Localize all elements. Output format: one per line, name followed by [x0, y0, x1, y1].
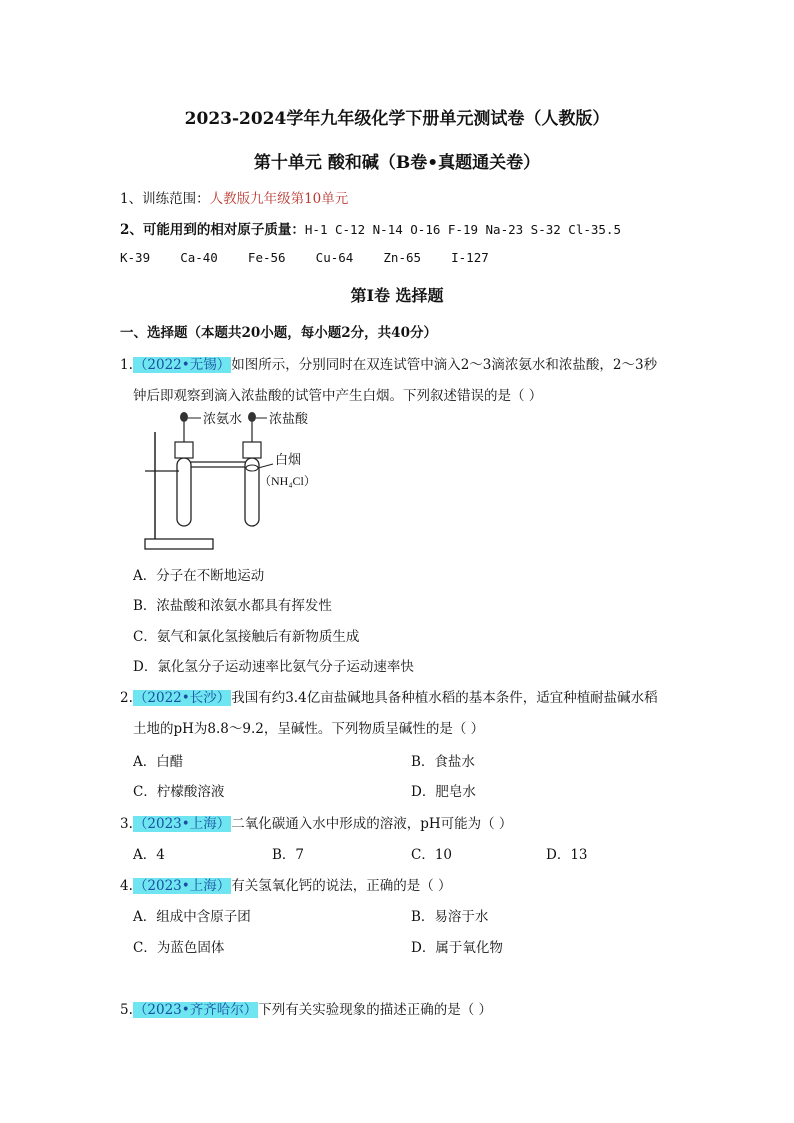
right-dropper-bulb: [248, 412, 256, 422]
atomic-mass-line-2: K-39 Ca-40 Fe-56 Cu-64 Zn-65 I-127: [120, 250, 489, 265]
q3-option-b: B．7: [272, 847, 305, 863]
source-tag: （2023•齐齐哈尔）: [133, 1002, 258, 1018]
exam-title: 2023-2024学年九年级化学下册单元测试卷（人教版）: [184, 109, 610, 129]
q2-option-c: C．柠檬酸溶液: [133, 784, 225, 800]
question-text: 有关氢氧化钙的说法，正确的是（ ）: [231, 878, 452, 894]
question-1-line-1: [120, 353, 657, 373]
q2-option-b: B．食盐水: [411, 754, 475, 770]
q1-option-c: C．氨气和氯化氢接触后有新物质生成: [133, 629, 360, 645]
question-number: 5.: [120, 1002, 133, 1018]
label-hydrochloric-acid: 浓盐酸: [269, 411, 309, 426]
question-number: 2.: [120, 690, 133, 706]
question-4-line-1: [120, 874, 452, 894]
right-stopper: [243, 442, 261, 458]
masses-list-1: H-1 C-12 N-14 O-16 F-19 Na-23 S-32 Cl-35.5: [304, 222, 621, 237]
label-ammonia: 浓氨水: [203, 411, 243, 426]
q4-option-d: D．属于氧化物: [411, 940, 503, 956]
white-smoke: [246, 465, 258, 471]
left-dropper-bulb: [180, 412, 188, 422]
q4-option-c: C．为蓝色固体: [133, 940, 225, 956]
source-tag: （2023•上海）: [133, 816, 231, 832]
label-white-smoke: 白烟: [275, 452, 302, 467]
section-title: 第Ⅰ卷 选择题: [350, 286, 444, 305]
question-1-line-2: 钟后即观察到滴入浓盐酸的试管中产生白烟。下列叙述错误的是（ ）: [133, 388, 543, 404]
source-tag: （2022•无锡）: [133, 357, 231, 373]
q1-option-d: D．氯化氢分子运动速率比氨气分子运动速率快: [133, 659, 414, 675]
q2-option-a: A．白醋: [133, 754, 184, 770]
left-tube: [177, 458, 191, 526]
mass-prefix: 2、可能用到的相对原子质量：: [120, 222, 305, 238]
q4-option-b: B．易溶于水: [411, 909, 489, 925]
double-test-tube-figure: [135, 406, 365, 556]
training-range-line: [120, 187, 348, 207]
question-number: 3.: [120, 816, 133, 832]
q1-option-a: A．分子在不断地运动: [133, 568, 265, 584]
left-stopper: [175, 442, 193, 458]
question-number: 1.: [120, 357, 133, 373]
question-3-line-1: [120, 812, 512, 832]
q3-option-a: A．4: [133, 847, 165, 863]
stand-base: [145, 539, 213, 549]
q2-option-d: D．肥皂水: [411, 784, 476, 800]
source-tag: （2022•长沙）: [133, 690, 231, 706]
q3-option-d: D．13: [546, 847, 588, 863]
question-2-line-2: 土地的pH为8.8～9.2，呈碱性。下列物质呈碱性的是（ ）: [133, 721, 485, 737]
question-text: 二氧化碳通入水中形成的溶液，pH可能为（ ）: [231, 816, 513, 832]
q1-option-b: B．浓盐酸和浓氨水都具有挥发性: [133, 598, 332, 614]
range-prefix: 1、训练范围：: [120, 191, 210, 207]
question-text: 下列有关实验现象的描述正确的是（ ）: [258, 1002, 493, 1018]
question-text: 我国有约3.4亿亩盐碱地具备种植水稻的基本条件，适宜种植耐盐碱水稻: [231, 690, 658, 706]
right-tube: [245, 458, 259, 526]
atomic-mass-line-1: [120, 218, 621, 238]
range-value: 人教版九年级第10单元: [209, 191, 349, 207]
q4-option-a: A．组成中含原子团: [133, 909, 251, 925]
label-nh4cl: （NH₄Cl）: [259, 474, 316, 488]
section-heading: 一、选择题（本题共20小题，每小题2分，共40分）: [120, 325, 437, 341]
question-number: 4.: [120, 878, 133, 894]
unit-subtitle: 第十单元 酸和碱（B卷•真题通关卷）: [253, 153, 541, 173]
question-2-line-1: [120, 686, 658, 706]
question-5-line-1: [120, 998, 492, 1018]
question-text: 如图所示，分别同时在双连试管中滴入2～3滴浓氨水和浓盐酸，2～3秒: [231, 357, 658, 373]
source-tag: （2023•上海）: [133, 878, 231, 894]
q3-option-c: C．10: [411, 847, 453, 863]
label-pointer-smoke: [258, 464, 273, 468]
